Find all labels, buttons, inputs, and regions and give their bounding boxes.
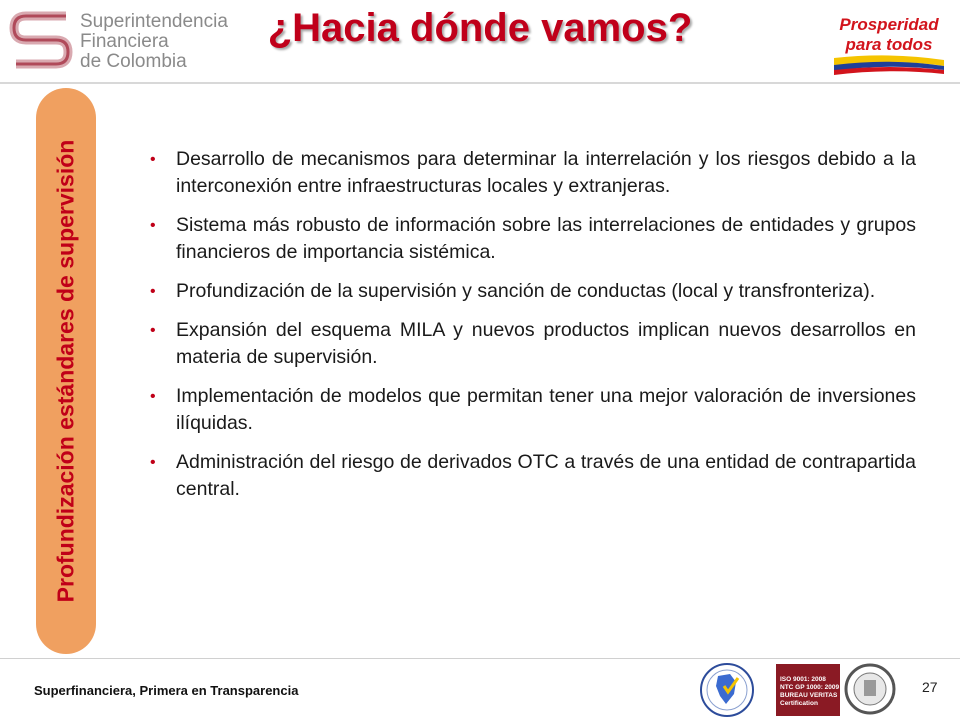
bullet-list: [148, 146, 916, 515]
badge-line-1: Prosperidad: [839, 15, 939, 34]
prosperidad-logo: [830, 8, 948, 76]
bullet-item: [148, 383, 916, 437]
bullet-icon: •: [150, 217, 156, 234]
slide-title: ¿Hacia dónde vamos?: [267, 6, 693, 50]
bullet-item: [148, 317, 916, 371]
cert-line-2: NTC GP 1000: 2009: [780, 684, 840, 691]
cert-line-1: ISO 9001: 2008: [780, 676, 826, 683]
bullet-icon: •: [150, 388, 156, 405]
bullet-item: [148, 146, 916, 200]
side-label-pill: [36, 88, 96, 654]
bullet-text: Desarrollo de mecanismos para determinar la interrelación y los riesgos debido a la interconexión entre infraestructuras locales y extranjeras.: [176, 148, 916, 197]
bullet-item: [148, 449, 916, 503]
cert-line-4: Certification: [780, 700, 818, 707]
header-divider: [0, 82, 960, 84]
footer-divider: [0, 658, 960, 659]
logo-line-2: Financiera: [80, 31, 169, 52]
bullet-text: Implementación de modelos que permitan tener una mejor valoración de inversiones ilíquidas.: [176, 385, 916, 434]
bullet-icon: •: [150, 283, 156, 300]
bullet-icon: •: [150, 151, 156, 168]
bullet-text: Profundización de la supervisión y sanción de conductas (local y transfronteriza).: [176, 280, 876, 302]
bullet-icon: •: [150, 454, 156, 471]
bullet-item: [148, 278, 916, 305]
bullet-text: Administración del riesgo de derivados OTC a través de una entidad de contrapartida central.: [176, 451, 916, 500]
footer-tagline: Superfinanciera, Primera en Transparencia: [34, 683, 299, 698]
bullet-item: [148, 212, 916, 266]
logo-line-1: Superintendencia: [80, 11, 228, 32]
bullet-icon: •: [150, 322, 156, 339]
badge-line-2: para todos: [845, 35, 933, 54]
bureau-veritas-seal-icon: [844, 660, 896, 718]
icontec-seal-icon: [696, 662, 758, 718]
bullet-text: Expansión del esquema MILA y nuevos productos implican nuevos desarrollos en materia de supervisión.: [176, 319, 916, 368]
bullet-text: Sistema más robusto de información sobre las interrelaciones de entidades y grupos financieros de importancia sistémica.: [176, 214, 916, 263]
page-number: 27: [922, 679, 938, 695]
cert-line-3: BUREAU VERITAS: [780, 692, 838, 699]
side-label: Profundización estándares de supervisión: [52, 139, 79, 603]
logo-line-3: de Colombia: [80, 51, 187, 72]
bureau-veritas-cert: [776, 664, 840, 716]
